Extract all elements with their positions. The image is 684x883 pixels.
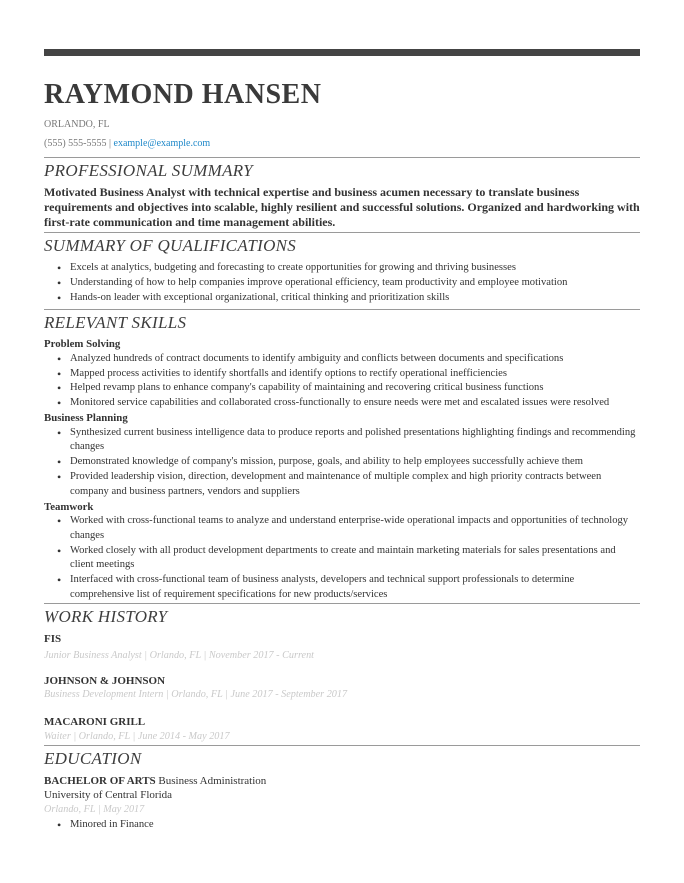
job-company: FIS: [44, 632, 62, 645]
resume-page: [44, 78, 640, 833]
qualifications-list: [44, 261, 640, 305]
list-item: • Provided leadership vision, direction, development and maintenance of multiple complex and high priority contracts between company and business partners, vendors and suppliers: [70, 470, 640, 500]
work-entry: [44, 632, 640, 663]
section-title-education: EDUCATION: [44, 748, 142, 768]
section-title-qualifications: SUMMARY OF QUALIFICATIONS: [44, 236, 297, 255]
divider: [44, 157, 640, 158]
list-item: • Worked closely with all product development departments to create and maintain marketing materials for sales presentations and client meetings: [70, 544, 640, 574]
candidate-location: ORLANDO, FL: [44, 119, 110, 130]
degree-field: Business Administration: [158, 774, 267, 787]
skill-heading: Teamwork: [44, 500, 94, 513]
job-meta: Waiter | Orlando, FL | June 2014 - May 2017: [44, 730, 230, 742]
divider: [44, 603, 640, 604]
education-meta: Orlando, FL | May 2017: [44, 803, 145, 815]
skill-heading: Problem Solving: [44, 338, 121, 351]
degree-line: [44, 774, 640, 789]
degree-name: BACHELOR OF ARTS: [44, 774, 156, 787]
section-title-summary: PROFESSIONAL SUMMARY: [44, 161, 253, 180]
list-item: • Synthesized current business intelligence data to produce reports and polished presentations highlighting findings and recommending changes: [70, 426, 640, 456]
skill-list: [44, 352, 640, 411]
skill-heading: Business Planning: [44, 412, 128, 425]
job-meta: Business Development Intern | Orlando, FL | June 2017 - September 2017: [44, 688, 348, 700]
skill-list: [44, 426, 640, 500]
contact-line: [44, 137, 640, 151]
list-item: • Interfaced with cross-functional team of business analysts, developers and technical support professionals to determine comprehensive list of requirement specifications for new products/services: [70, 573, 640, 603]
list-item: • Hands-on leader with exceptional organizational, critical thinking and prioritization skills: [70, 291, 640, 306]
section-title-work: WORK HISTORY: [44, 606, 168, 626]
job-company: JOHNSON & JOHNSON: [44, 674, 166, 687]
skill-list: [44, 514, 640, 603]
list-item: • Minored in Finance: [70, 818, 640, 833]
list-item: • Excels at analytics, budgeting and forecasting to create opportunities for growing and thriving businesses: [70, 261, 640, 276]
header-top-bar: [44, 49, 640, 56]
list-item: • Understanding of how to help companies improve operational efficiency, team productivity and employee motivation: [70, 276, 640, 291]
list-item: • Worked with cross-functional teams to analyze and understand enterprise-wide operational impacts and opportunities of technology changes: [70, 514, 640, 544]
professional-summary: Motivated Business Analyst with technical expertise and business acumen necessary to translate business requirements and objectives into scalable, highly resilient and successful solutions. Organized and hardworking with first-rate communication and time management abilities.: [44, 185, 640, 229]
divider: [44, 745, 640, 746]
school-name: University of Central Florida: [44, 789, 173, 802]
list-item: • Mapped process activities to identify shortfalls and identify options to rectify operational inefficiencies: [70, 367, 640, 382]
work-entry: [44, 674, 640, 702]
education-entry: [44, 774, 640, 833]
list-item: • Monitored service capabilities and collaborated cross-functionally to ensure needs were met and escalated issues were resolved: [70, 396, 640, 411]
job-company: MACARONI GRILL: [44, 715, 146, 728]
section-title-skills: RELEVANT SKILLS: [44, 313, 187, 333]
list-item: • Analyzed hundreds of contract documents to identify ambiguity and conflicts between documents and specifications: [70, 352, 640, 367]
email-link[interactable]: example@example.com: [113, 138, 211, 149]
divider: [44, 232, 640, 233]
list-item: • Helped revamp plans to enhance company's capability of maintaining and recovering critical business functions: [70, 381, 640, 396]
contact-separator: |: [109, 138, 112, 149]
list-item: • Demonstrated knowledge of company's mission, purpose, goals, and ability to help employees successfully achieve them: [70, 455, 640, 470]
phone-number: (555) 555-5555: [44, 138, 107, 149]
education-list: [44, 818, 640, 833]
candidate-name: RAYMOND HANSEN: [44, 79, 322, 110]
job-meta: Junior Business Analyst | Orlando, FL | November 2017 - Current: [44, 649, 314, 661]
divider: [44, 309, 640, 310]
skills-block: [44, 337, 640, 602]
work-entry: [44, 715, 640, 744]
